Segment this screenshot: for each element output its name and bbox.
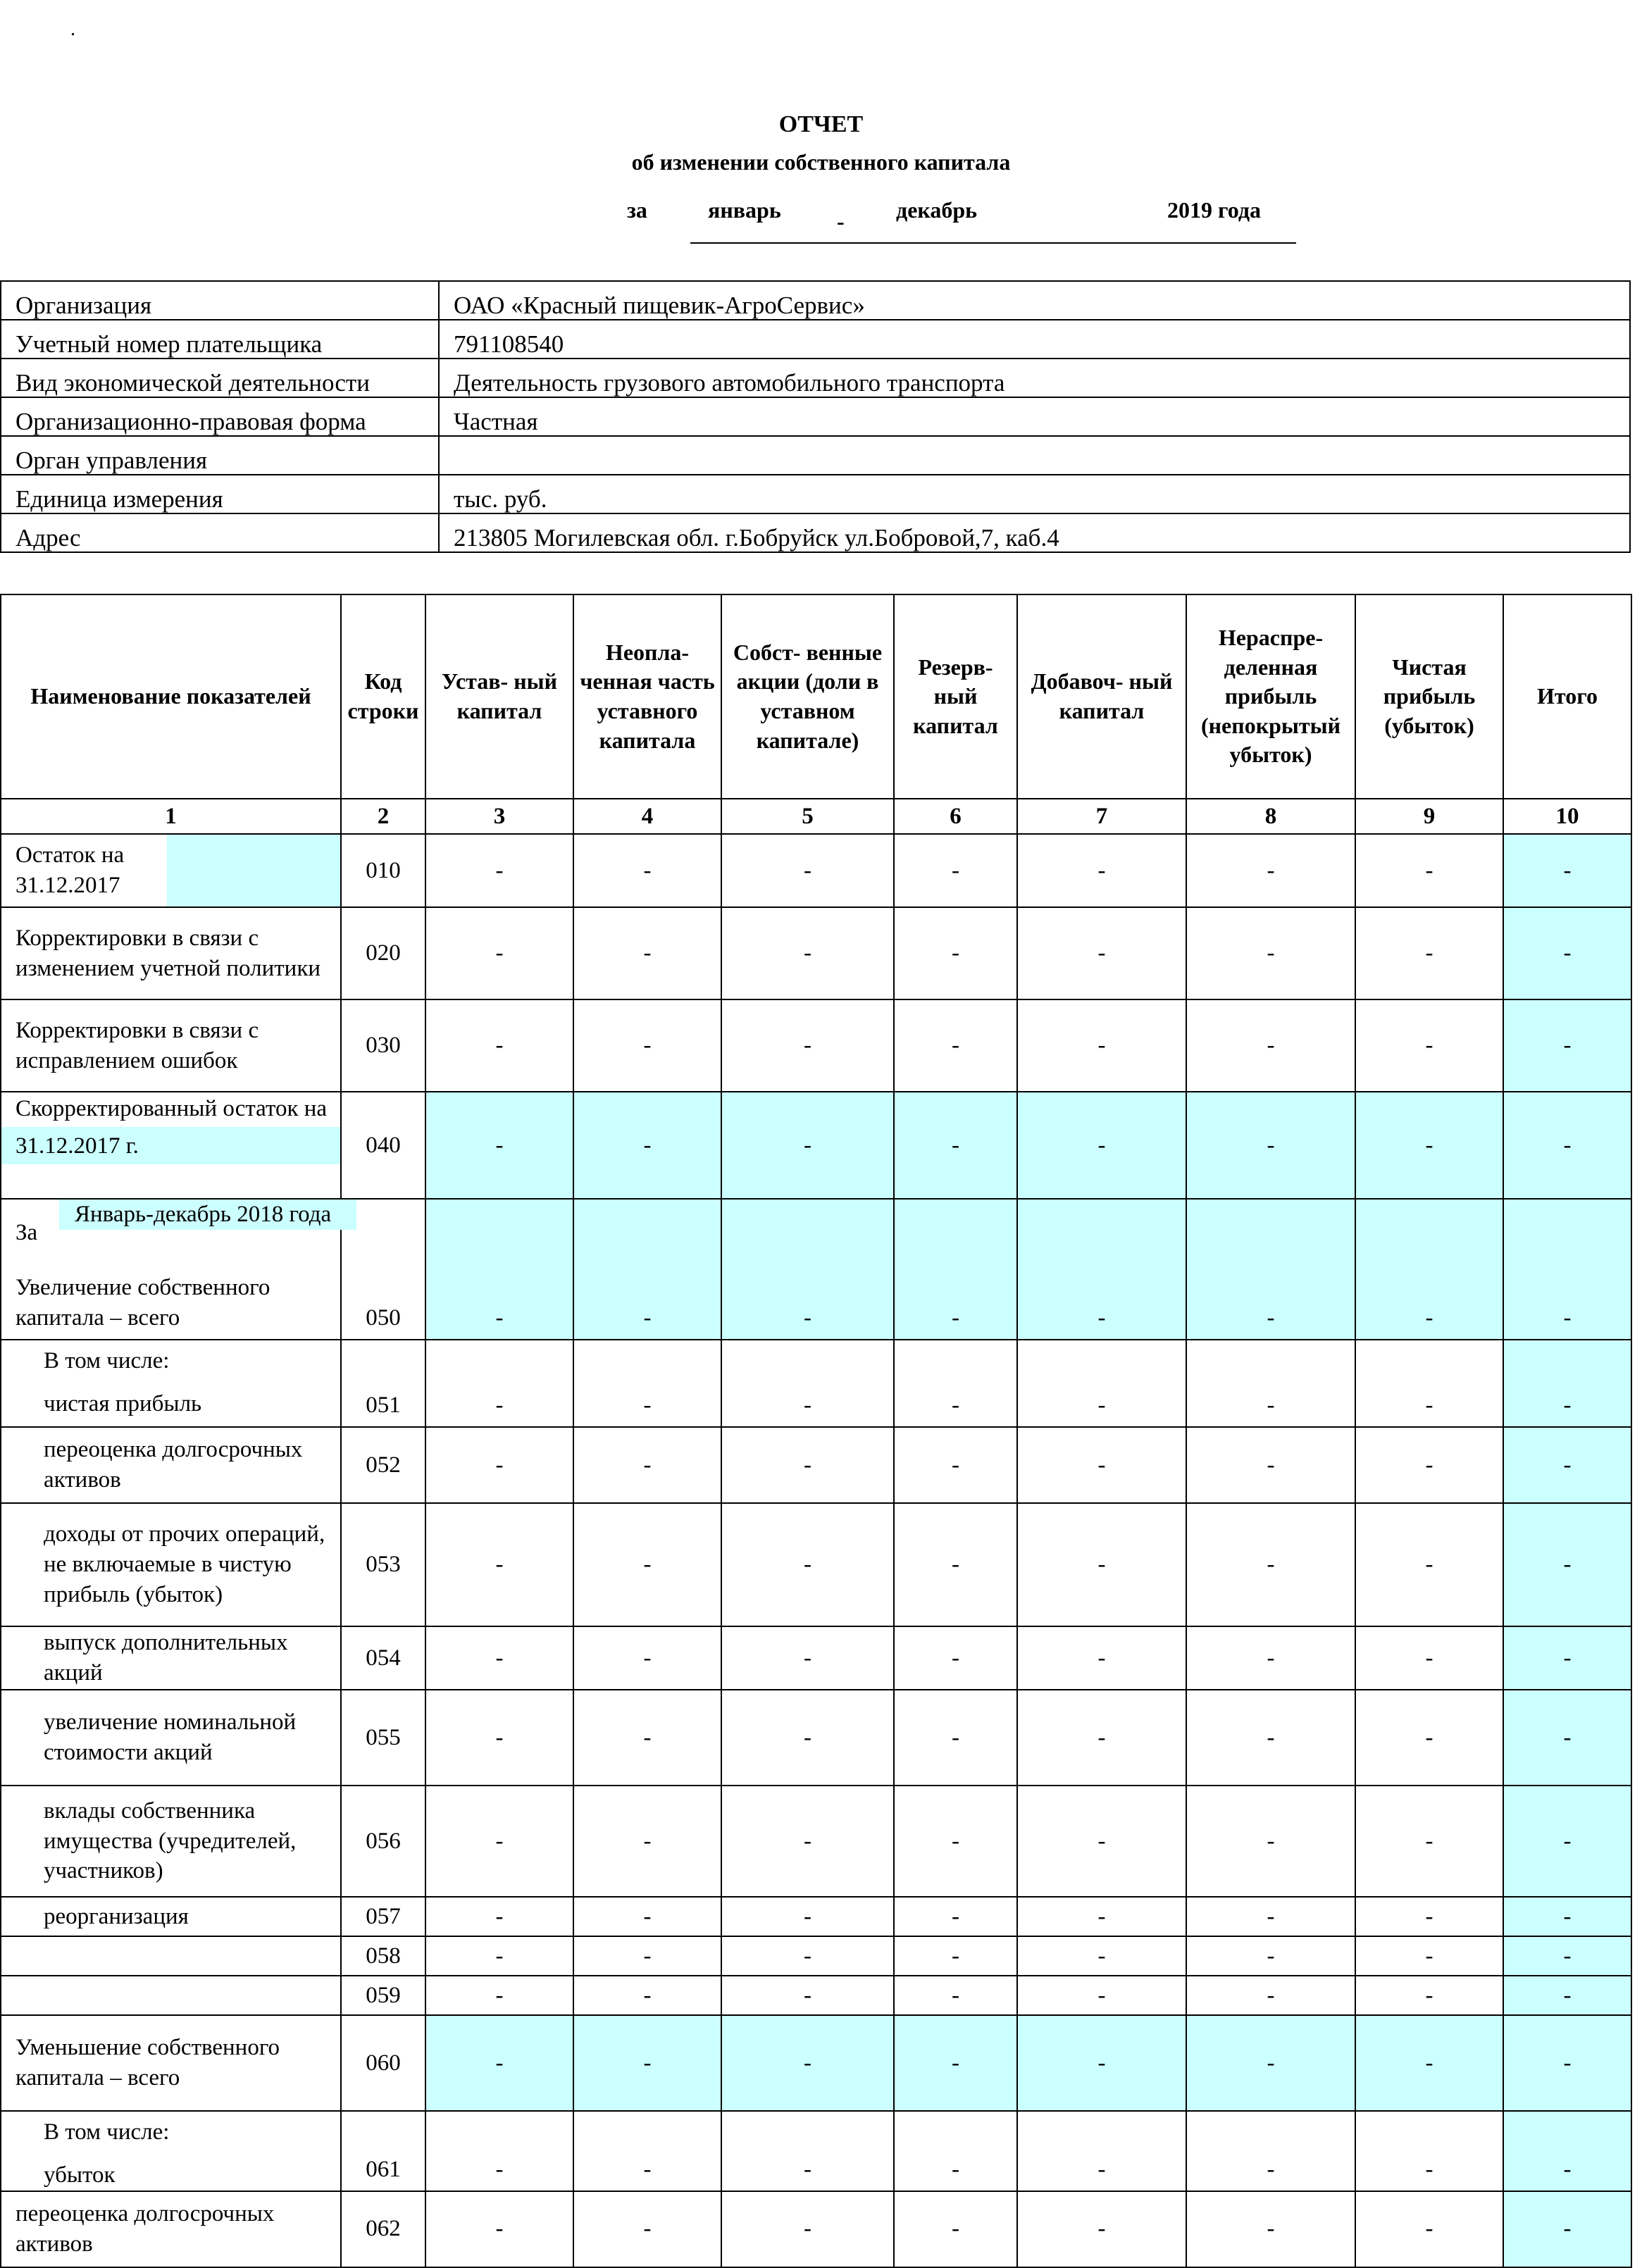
row-value: - <box>1017 2015 1186 2111</box>
info-row <box>1 436 1630 475</box>
row-value: - <box>1355 1503 1503 1626</box>
row-value: - <box>894 2191 1017 2267</box>
row-value: - <box>894 1427 1017 1503</box>
row-name: доходы от прочих операций, не включаемые в чистую прибыль (убыток) <box>1 1503 341 1626</box>
row-value: - <box>894 1976 1017 2015</box>
row-name: выпуск дополнительных акций <box>1 1626 341 1690</box>
row-value: - <box>1503 1976 1631 2015</box>
row-value: - <box>1017 2191 1186 2267</box>
row-value: - <box>894 834 1017 907</box>
row-value: - <box>1017 2111 1186 2191</box>
row-value: - <box>425 1936 573 1976</box>
row-value: - <box>721 1690 894 1786</box>
row-value: - <box>1503 1340 1631 1427</box>
row-code: 053 <box>341 1503 425 1626</box>
header-charter-capital: Устав- ный капитал <box>425 594 573 799</box>
table-row <box>1 1897 1631 1936</box>
row-name <box>1 1340 341 1427</box>
row-value: - <box>1503 1936 1631 1976</box>
table-row <box>1 1786 1631 1897</box>
row-value: - <box>1355 834 1503 907</box>
row-value: - <box>721 834 894 907</box>
table-row <box>1 1690 1631 1786</box>
row-code: 058 <box>341 1936 425 1976</box>
row-prefix: За <box>15 1220 38 1246</box>
info-label: Вид экономической деятельности <box>1 359 439 397</box>
row-value: - <box>1503 1897 1631 1936</box>
row-name: переоценка долгосрочных активов <box>1 1427 341 1503</box>
row-value: - <box>1355 2015 1503 2111</box>
column-number: 8 <box>1186 799 1355 834</box>
row-value: - <box>721 1786 894 1897</box>
organization-info-table <box>0 280 1631 553</box>
row-value: - <box>1355 1626 1503 1690</box>
period-dash: - <box>837 208 845 234</box>
info-value: 213805 Могилевская обл. г.Бобруйск ул.Бобровой,7, каб.4 <box>439 513 1630 552</box>
row-value: - <box>1503 1786 1631 1897</box>
row-code: 060 <box>341 2015 425 2111</box>
row-value: - <box>1503 2111 1631 2191</box>
row-code: 062 <box>341 2191 425 2267</box>
row-value: - <box>573 2191 721 2267</box>
column-number: 6 <box>894 799 1017 834</box>
row-value: - <box>1017 1690 1186 1786</box>
row-period: Январь-декабрь 2018 года <box>59 1200 356 1230</box>
header-code: Код строки <box>341 594 425 799</box>
row-value: - <box>1017 1427 1186 1503</box>
info-value: Частная <box>439 397 1630 436</box>
row-value: - <box>721 1897 894 1936</box>
table-row <box>1 1936 1631 1976</box>
row-label: Остаток на 31.12.2017 <box>15 842 125 898</box>
row-value: - <box>721 999 894 1092</box>
column-number: 4 <box>573 799 721 834</box>
row-value: - <box>721 1503 894 1626</box>
row-value: - <box>1017 1199 1186 1340</box>
info-row <box>1 475 1630 513</box>
row-value: - <box>1186 1092 1355 1199</box>
header-reserve-capital: Резерв- ный капитал <box>894 594 1017 799</box>
info-row <box>1 320 1630 359</box>
row-value: - <box>1186 1897 1355 1936</box>
info-label: Учетный номер плательщика <box>1 320 439 359</box>
row-value: - <box>1355 1786 1503 1897</box>
row-value: - <box>1017 907 1186 999</box>
table-row <box>1 1199 1631 1340</box>
info-value: тыс. руб. <box>439 475 1630 513</box>
column-number: 9 <box>1355 799 1503 834</box>
row-value: - <box>894 2111 1017 2191</box>
row-value: - <box>894 999 1017 1092</box>
header-row <box>1 594 1631 799</box>
info-value: 791108540 <box>439 320 1630 359</box>
row-value: - <box>425 1626 573 1690</box>
row-value: - <box>894 1626 1017 1690</box>
row-value: - <box>1503 1427 1631 1503</box>
row-value: - <box>1186 1690 1355 1786</box>
row-value: - <box>721 1626 894 1690</box>
table-row <box>1 2015 1631 2111</box>
row-value: - <box>1355 999 1503 1092</box>
row-value: - <box>894 1690 1017 1786</box>
row-value: - <box>1186 1199 1355 1340</box>
row-value: - <box>1017 834 1186 907</box>
period-to: декабрь <box>896 197 978 223</box>
period-from: январь <box>708 197 781 223</box>
row-value: - <box>573 1340 721 1427</box>
row-value: - <box>721 1976 894 2015</box>
row-value: - <box>1503 907 1631 999</box>
column-number: 5 <box>721 799 894 834</box>
row-value: - <box>425 1786 573 1897</box>
row-value: - <box>573 907 721 999</box>
row-value: - <box>425 1976 573 2015</box>
row-value: - <box>894 2015 1017 2111</box>
header-additional-capital: Добавоч- ный капитал <box>1017 594 1186 799</box>
row-value: - <box>573 1690 721 1786</box>
row-name <box>1 2111 341 2191</box>
row-name: реорганизация <box>1 1897 341 1936</box>
row-label: Скорректированный остаток на <box>15 1096 328 1121</box>
table-row <box>1 1340 1631 1427</box>
table-row <box>1 1626 1631 1690</box>
row-value: - <box>425 2191 573 2267</box>
corner-mark: . <box>70 18 75 40</box>
info-row <box>1 513 1630 552</box>
row-name: Корректировки в связи с изменением учетной политики <box>1 907 341 999</box>
row-value: - <box>1355 1092 1503 1199</box>
table-row <box>1 1427 1631 1503</box>
row-value: - <box>1186 907 1355 999</box>
column-number: 2 <box>341 799 425 834</box>
row-value: - <box>1186 1936 1355 1976</box>
row-value: - <box>1017 1936 1186 1976</box>
row-value: - <box>721 907 894 999</box>
row-value: - <box>1017 1503 1186 1626</box>
row-value: - <box>1186 2111 1355 2191</box>
row-value: - <box>573 1936 721 1976</box>
row-value: - <box>894 1092 1017 1199</box>
row-value: - <box>425 2015 573 2111</box>
row-value: - <box>1186 834 1355 907</box>
row-value: - <box>1503 999 1631 1092</box>
row-code: 059 <box>341 1976 425 2015</box>
info-row <box>1 359 1630 397</box>
row-name <box>1 1936 341 1976</box>
row-name: переоценка долгосрочных активов <box>1 2191 341 2267</box>
row-value: - <box>573 1976 721 2015</box>
row-value: - <box>425 1690 573 1786</box>
row-value: - <box>1017 999 1186 1092</box>
row-value: - <box>721 2015 894 2111</box>
row-value: - <box>1017 1092 1186 1199</box>
row-name: Уменьшение собственного капитала – всего <box>1 2015 341 2111</box>
row-value: - <box>721 1427 894 1503</box>
table-row <box>1 834 1631 907</box>
header-total: Итого <box>1503 594 1631 799</box>
row-code: 051 <box>341 1340 425 1427</box>
row-value: - <box>1503 1690 1631 1786</box>
row-value: - <box>1355 1427 1503 1503</box>
table-row <box>1 999 1631 1092</box>
row-value: - <box>1355 2191 1503 2267</box>
header-retained-earnings: Нераспре- деленная прибыль (непокрытый убыток) <box>1186 594 1355 799</box>
row-value: - <box>425 1340 573 1427</box>
column-number: 7 <box>1017 799 1186 834</box>
row-value: - <box>721 2111 894 2191</box>
row-value: - <box>1186 1340 1355 1427</box>
table-row <box>1 907 1631 999</box>
row-name: Корректировки в связи с исправлением ошибок <box>1 999 341 1092</box>
info-value: ОАО «Красный пищевик-АгроСервис» <box>439 281 1630 320</box>
row-value: - <box>894 1340 1017 1427</box>
row-value: - <box>573 1199 721 1340</box>
row-date: 31.12.2017 г. <box>1 1127 340 1164</box>
row-value: - <box>1186 2015 1355 2111</box>
row-value: - <box>573 1786 721 1897</box>
row-value: - <box>425 1199 573 1340</box>
row-value: - <box>573 1626 721 1690</box>
row-code: 010 <box>341 834 425 907</box>
row-value: - <box>721 2191 894 2267</box>
row-value: - <box>1017 1340 1186 1427</box>
row-value: - <box>894 1897 1017 1936</box>
row-value: - <box>721 1199 894 1340</box>
report-subtitle: об изменении собственного капитала <box>631 149 1011 175</box>
row-value: - <box>894 907 1017 999</box>
row-value: - <box>1186 1786 1355 1897</box>
row-value: - <box>721 1092 894 1199</box>
row-value: - <box>1503 1199 1631 1340</box>
table-row <box>1 1503 1631 1626</box>
row-value: - <box>1017 1786 1186 1897</box>
info-label: Организация <box>1 281 439 320</box>
report-title: ОТЧЕТ <box>778 111 864 137</box>
period-underline <box>690 242 1296 244</box>
row-label: чистая прибыль <box>44 1390 202 1416</box>
row-intro: В том числе: <box>44 2119 170 2145</box>
row-name <box>1 1092 341 1199</box>
row-value: - <box>894 1936 1017 1976</box>
row-code: 055 <box>341 1690 425 1786</box>
row-code: 061 <box>341 2111 425 2191</box>
table-row <box>1 1092 1631 1199</box>
info-row <box>1 397 1630 436</box>
row-value: - <box>1503 2015 1631 2111</box>
row-value: - <box>1186 1626 1355 1690</box>
row-value: - <box>573 1427 721 1503</box>
info-label: Единица измерения <box>1 475 439 513</box>
row-value: - <box>573 1503 721 1626</box>
row-value: - <box>1355 2111 1503 2191</box>
table-row <box>1 2191 1631 2267</box>
row-value: - <box>425 999 573 1092</box>
row-value: - <box>894 1786 1017 1897</box>
info-label: Адрес <box>1 513 439 552</box>
row-value: - <box>425 1503 573 1626</box>
row-value: - <box>1355 1690 1503 1786</box>
header-own-shares: Собст- венные акции (доли в уставном капитале) <box>721 594 894 799</box>
info-label: Орган управления <box>1 436 439 475</box>
row-value: - <box>1355 1976 1503 2015</box>
row-value: - <box>721 1340 894 1427</box>
row-value: - <box>573 1897 721 1936</box>
row-value: - <box>573 2015 721 2111</box>
row-value: - <box>1503 1092 1631 1199</box>
row-name <box>1 1199 341 1340</box>
info-row <box>1 281 1630 320</box>
row-code: 050 <box>341 1199 425 1340</box>
header-net-profit: Чистая прибыль (убыток) <box>1355 594 1503 799</box>
row-value: - <box>425 907 573 999</box>
info-label: Организационно-правовая форма <box>1 397 439 436</box>
row-value: - <box>721 1936 894 1976</box>
row-value: - <box>1186 1427 1355 1503</box>
row-value: - <box>573 1092 721 1199</box>
period-year: 2019 года <box>1167 197 1261 223</box>
row-code: 056 <box>341 1786 425 1897</box>
row-value: - <box>425 2111 573 2191</box>
row-name: увеличение номинальной стоимости акций <box>1 1690 341 1786</box>
row-value: - <box>1355 1199 1503 1340</box>
row-value: - <box>1186 1503 1355 1626</box>
info-value: Деятельность грузового автомобильного транспорта <box>439 359 1630 397</box>
row-value: - <box>894 1199 1017 1340</box>
row-code: 054 <box>341 1626 425 1690</box>
header-unpaid-capital: Неопла- ченная часть уставного капитала <box>573 594 721 799</box>
row-intro: В том числе: <box>44 1348 170 1373</box>
header-name: Наименование показателей <box>1 594 341 799</box>
column-number-row <box>1 799 1631 834</box>
row-code: 020 <box>341 907 425 999</box>
row-value: - <box>1503 1503 1631 1626</box>
row-value: - <box>573 2111 721 2191</box>
table-row <box>1 1976 1631 2015</box>
info-value <box>439 436 1630 475</box>
row-value: - <box>1017 1976 1186 2015</box>
row-value: - <box>1355 1936 1503 1976</box>
row-value: - <box>894 1503 1017 1626</box>
table-row <box>1 2111 1631 2191</box>
row-name <box>1 834 341 907</box>
column-number: 10 <box>1503 799 1631 834</box>
row-code: 057 <box>341 1897 425 1936</box>
row-label: Увеличение собственного капитала – всего <box>15 1275 270 1331</box>
row-value: - <box>425 1092 573 1199</box>
row-value: - <box>1355 907 1503 999</box>
row-value: - <box>1355 1897 1503 1936</box>
row-value: - <box>1503 1626 1631 1690</box>
row-value: - <box>573 834 721 907</box>
row-code: 052 <box>341 1427 425 1503</box>
row-value: - <box>425 1897 573 1936</box>
row-name: вклады собственника имущества (учредителей, участников) <box>1 1786 341 1897</box>
row-value: - <box>1017 1626 1186 1690</box>
row-value: - <box>1503 2191 1631 2267</box>
row-value: - <box>573 999 721 1092</box>
row-value: - <box>1017 1897 1186 1936</box>
row-value: - <box>1186 999 1355 1092</box>
column-number: 3 <box>425 799 573 834</box>
row-value: - <box>1186 1976 1355 2015</box>
row-value: - <box>425 1427 573 1503</box>
row-label: убыток <box>44 2162 116 2188</box>
column-number: 1 <box>1 799 341 834</box>
row-value: - <box>1186 2191 1355 2267</box>
row-value: - <box>1503 834 1631 907</box>
equity-changes-table <box>0 594 1632 2268</box>
row-value: - <box>1355 1340 1503 1427</box>
row-value: - <box>425 834 573 907</box>
row-name <box>1 1976 341 2015</box>
period-prefix: за <box>627 197 647 223</box>
row-code: 040 <box>341 1092 425 1199</box>
row-code: 030 <box>341 999 425 1092</box>
